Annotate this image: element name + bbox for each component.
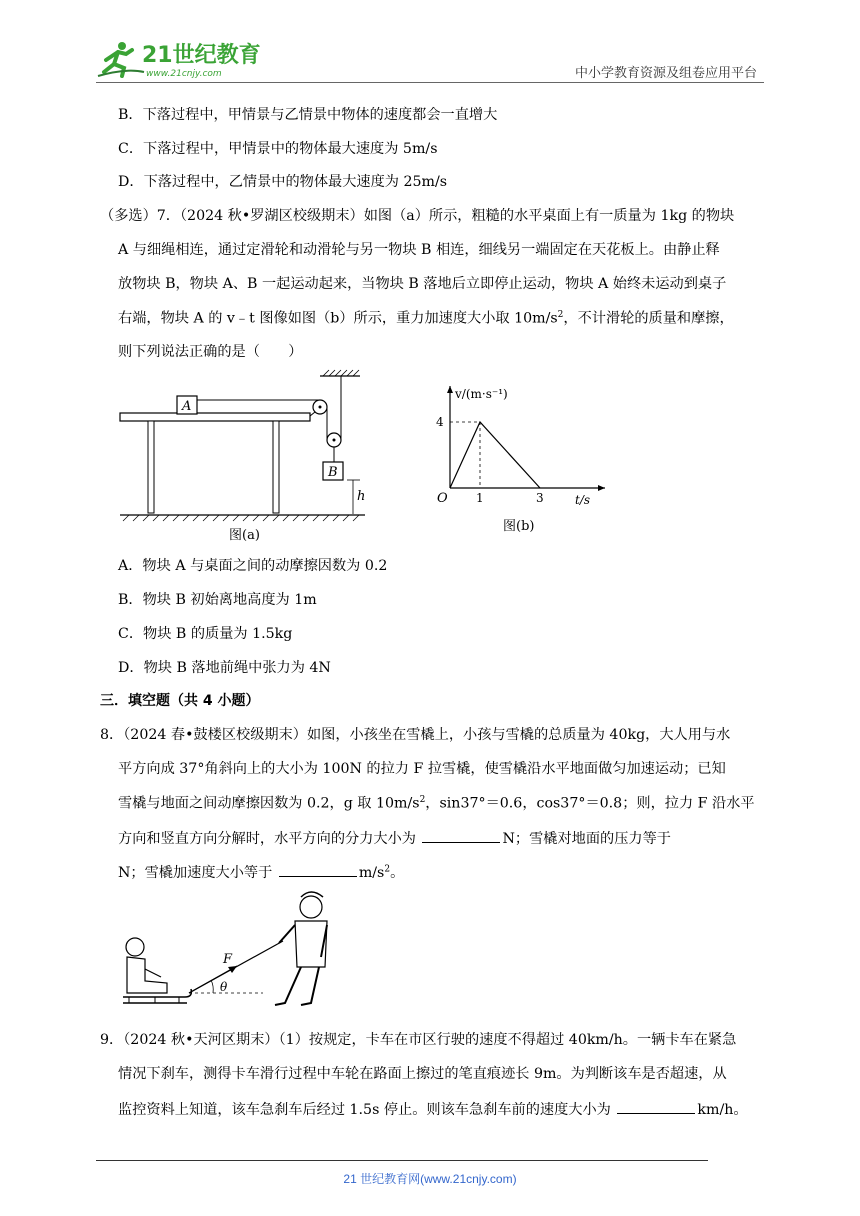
q7-line-4a: 右端，物块 A 的 v﹣t 图像如图（b）所示，重力加速度大小取 10m/s: [118, 310, 558, 327]
q7-line-5: 则下列说法正确的是（ ）: [118, 344, 303, 360]
q8-line-4: [118, 830, 671, 846]
q6-option-c: C．下落过程中，甲情景中的物体最大速度为 5m/s: [118, 141, 438, 157]
q8-line-4a: 方向和竖直方向分解时，水平方向的分力大小为: [118, 831, 416, 847]
q7-line-4: [118, 311, 734, 326]
logo-text: 21世纪教育: [142, 43, 261, 68]
q6-option-d: D．下落过程中，乙情景中的物体最大速度为 25m/s: [118, 174, 448, 190]
q8-line-3b: ，sin37°＝0.6，cos37°＝0.8；则，拉力 F 沿水平: [425, 795, 755, 812]
header-platform-text: 中小学教育资源及组卷应用平台: [574, 66, 757, 81]
fig-sled-force-label: F: [223, 952, 233, 967]
q8-line-1: 8．（2024 春•鼓楼区校级期末）如图，小孩坐在雪橇上，小孩与雪橇的总质量为 40kg，大人用与水: [100, 727, 731, 743]
figure-sled-pulling: [115, 885, 340, 1015]
q8-line-3: [118, 796, 755, 811]
vt-x-axis-label: t/s: [575, 493, 591, 507]
q7-line-1: （多选）7．（2024 秋•罗湖区校级期末）如图（a）所示，粗糙的水平桌面上有一质量为 1kg 的物块: [100, 208, 735, 224]
q8-line-3-sup: 2: [419, 795, 426, 805]
logo-url: www.21cnjy.com: [146, 69, 222, 79]
fig-a-block-a-label: A: [182, 399, 192, 414]
q8-line-4b: N；雪橇对地面的压力等于: [502, 831, 671, 847]
q9-line-3a: 监控资料上知道，该车急刹车后经过 1.5s 停止。则该车急刹车前的速度大小为: [118, 1102, 611, 1118]
q8-blank-1[interactable]: [422, 830, 500, 843]
figure-a-table-pulley: [115, 368, 375, 543]
figure-b-vt-graph: [415, 378, 615, 548]
q8-line-2: 平方向成 37°角斜向上的大小为 100N 的拉力 F 拉雪橇，使雪橇沿水平地面做匀加速运动；已知: [118, 761, 726, 777]
vt-y-axis-label: v/(m·s⁻¹): [455, 387, 508, 401]
vt-origin-label: O: [437, 491, 448, 506]
q7-line-3: 放物块 B，物块 A、B 一起运动起来，当物块 B 落地后立即停止运动，物块 A 始终未运动到桌子: [118, 276, 727, 292]
footer-divider: [96, 1160, 708, 1161]
q7-line-4b: ，不计滑轮的质量和摩擦，: [563, 310, 734, 327]
vt-tick-x-1: 1: [476, 491, 484, 505]
q8-line-5a: N；雪橇加速度大小等于: [118, 865, 273, 881]
q7-option-d: D．物块 B 落地前绳中张力为 4N: [118, 660, 331, 676]
site-logo: [96, 38, 266, 80]
vt-tick-y-4: 4: [436, 415, 444, 429]
q9-line-2: 情况下刹车，测得卡车滑行过程中车轮在路面上擦过的笔直痕迹长 9m。为判断该车是否超速，从: [118, 1066, 727, 1082]
vt-series-line: [450, 422, 540, 488]
fig-a-caption: 图(a): [229, 528, 260, 543]
q7-option-a: A．物块 A 与桌面之间的动摩擦因数为 0.2: [118, 558, 388, 574]
q7-line-4-sup: 2: [557, 310, 564, 320]
section-fill-blank-heading: 三．填空题（共 4 小题）: [100, 693, 260, 709]
fig-a-block-b-label: B: [328, 465, 338, 480]
fig-sled-angle-label: θ: [220, 980, 228, 994]
fig-a-height-label: h: [357, 489, 366, 504]
q8-blank-3[interactable]: [279, 864, 357, 877]
footer-text: 21 世纪教育网(www.21cnjy.com): [343, 1172, 517, 1186]
q8-line-3a: 雪橇与地面之间动摩擦因数为 0.2，g 取 10m/s: [118, 795, 420, 812]
q8-line-5-sup: 2: [384, 864, 391, 875]
q9-blank-1[interactable]: [617, 1101, 695, 1114]
q6-option-b: B．下落过程中，甲情景与乙情景中物体的速度都会一直增大: [118, 107, 498, 123]
q8-line-5: [118, 864, 404, 880]
q9-line-3b: km/h。: [697, 1102, 748, 1118]
q9-line-1: 9．（2024 秋•天河区期末）（1）按规定，卡车在市区行驶的速度不得超过 40km/h。一辆卡车在紧急: [100, 1032, 737, 1048]
header-divider: [96, 82, 764, 83]
fig-b-caption: 图(b): [503, 519, 535, 534]
q8-line-5c: 。: [390, 865, 405, 881]
q9-line-3: [118, 1101, 748, 1117]
q8-line-5b: m/s: [358, 865, 385, 881]
q7-option-b: B．物块 B 初始离地高度为 1m: [118, 592, 317, 608]
q7-option-c: C．物块 B 的质量为 1.5kg: [118, 626, 293, 642]
vt-tick-x-3: 3: [536, 491, 544, 505]
q7-line-2: A 与细绳相连，通过定滑轮和动滑轮与另一物块 B 相连，细线另一端固定在天花板上。由静止释: [118, 242, 720, 258]
logo-runner-icon: [96, 38, 266, 80]
